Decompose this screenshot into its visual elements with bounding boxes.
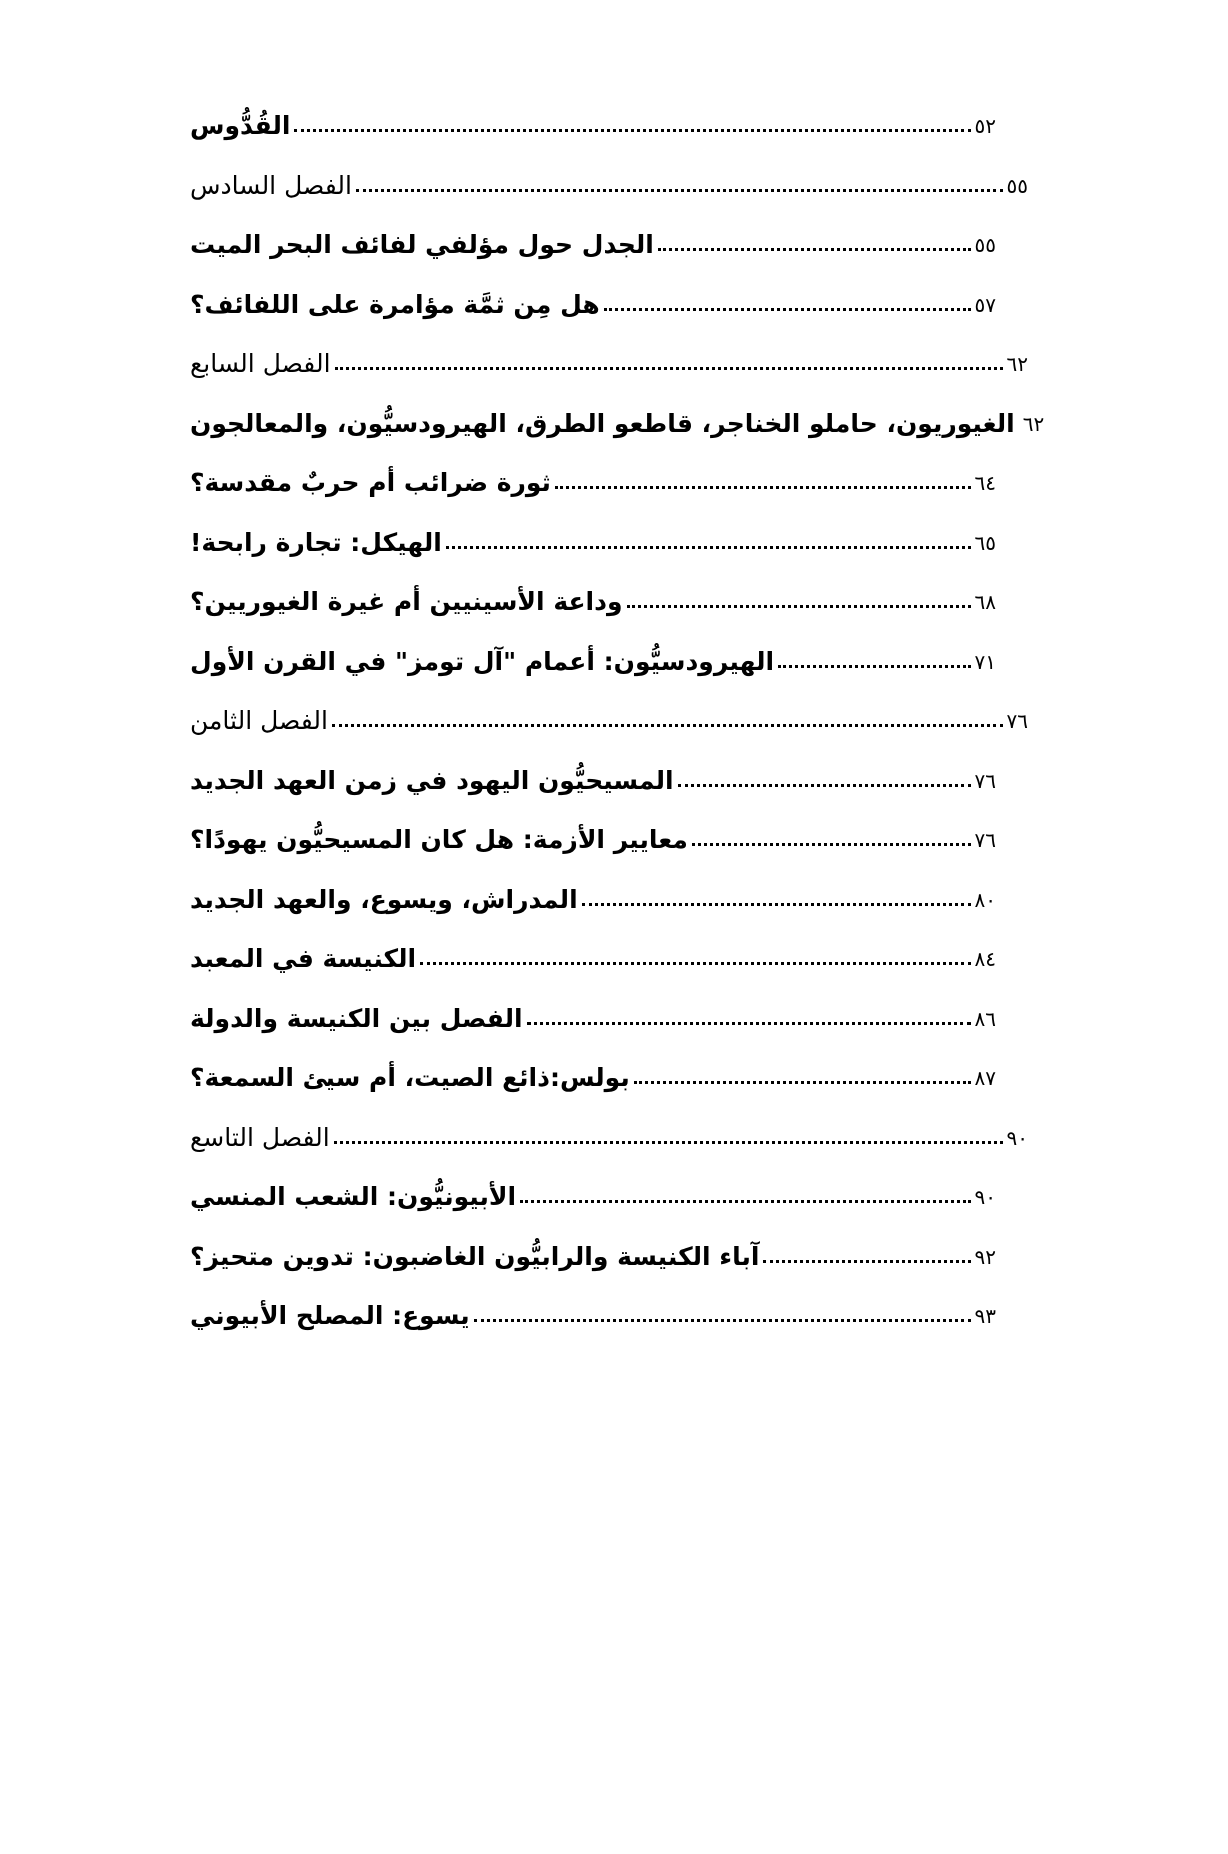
toc-section-entry (190, 576, 996, 620)
toc-page-number: ٦٤ (974, 471, 996, 495)
toc-entry-title: الفصل السادس (190, 170, 352, 200)
toc-chapter-entry (190, 1112, 1028, 1156)
toc-section-entry (190, 279, 996, 323)
toc-entry-title: يسوع: المصلح الأبيوني (190, 1301, 470, 1330)
toc-page-number: ٧٦ (974, 828, 996, 852)
dot-leader (658, 248, 971, 251)
toc-section-entry (190, 457, 996, 501)
toc-page-number: ٦٢ (1022, 411, 1045, 436)
toc-entry-title: معايير الأزمة: هل كان المسيحيُّون يهودًا؟ (190, 825, 688, 854)
dot-leader (520, 1200, 970, 1203)
dot-leader (778, 665, 970, 668)
toc-entry-title: آباء الكنيسة والرابيُّون الغاضبون: تدوين متحيز؟ (190, 1241, 760, 1271)
toc-section-entry (190, 1052, 996, 1096)
toc-page-number: ٥٥ (1006, 173, 1028, 198)
toc-page-number: ٨٠ (974, 887, 996, 912)
toc-page-number: ٨٤ (974, 947, 996, 971)
toc-page-number: ٩٢ (974, 1244, 996, 1269)
dot-leader (582, 903, 971, 906)
toc-section-entry (190, 755, 996, 799)
toc-section-entry (190, 1171, 996, 1215)
dot-leader (627, 605, 971, 608)
toc-entry-title: الهيرودسيُّون: أعمام "آل تومز" في القرن الأول (190, 646, 775, 676)
toc-page-number: ٧٦ (1006, 709, 1028, 733)
toc-page-number: ٦٢ (1006, 352, 1028, 376)
dot-leader (527, 1022, 971, 1025)
toc-page-number: ٨٧ (974, 1066, 996, 1090)
toc-section-entry (190, 993, 996, 1037)
toc-section-entry (190, 517, 996, 561)
toc-page-number: ٦٥ (974, 530, 996, 555)
dot-leader (604, 308, 971, 311)
toc-entry-title: الكنيسة في المعبد (190, 944, 417, 973)
toc-section-entry (190, 100, 996, 144)
toc-entry-title: ثورة ضرائب أم حربٌ مقدسة؟ (190, 468, 551, 497)
toc-chapter-entry (190, 695, 1028, 739)
toc-section-entry (190, 398, 1045, 442)
toc-chapter-entry (190, 160, 1028, 204)
toc-page-number: ٩٠ (974, 1185, 996, 1209)
toc-entry-title: المسيحيُّون اليهود في زمن العهد الجديد (190, 765, 674, 795)
toc-entry-title: الفصل الثامن (190, 706, 328, 735)
dot-leader (356, 189, 1003, 192)
dot-leader (335, 367, 1003, 370)
toc-entry-title: الفصل السابع (190, 349, 331, 378)
toc-section-entry (190, 636, 996, 680)
dot-leader (334, 1141, 1003, 1144)
toc-entry-title: الفصل التاسع (190, 1122, 330, 1152)
toc-entry-title: الهيكل: تجارة رابحة! (190, 527, 442, 557)
dot-leader (555, 486, 971, 489)
toc-page-number: ٥٢ (974, 114, 996, 138)
toc-entry-title: القُدُّوس (190, 111, 291, 140)
dot-leader (692, 843, 971, 846)
toc-section-entry (190, 219, 996, 263)
dot-leader (332, 724, 1003, 727)
toc-entry-title: وداعة الأسينيين أم غيرة الغيوريين؟ (190, 587, 623, 616)
toc-section-entry (190, 814, 996, 858)
toc-page-number: ٥٧ (974, 292, 996, 317)
toc-page-number: ٧١ (974, 649, 996, 674)
dot-leader (294, 129, 970, 132)
toc-chapter-entry (190, 338, 1028, 382)
dot-leader (678, 784, 971, 787)
toc-page-number: ٥٥ (974, 233, 996, 257)
toc-section-entry (190, 1290, 996, 1334)
toc-entry-title: هل مِن ثمَّة مؤامرة على اللفائف؟ (190, 289, 600, 319)
toc-entry-title: بولس:ذائع الصيت، أم سيئ السمعة؟ (190, 1063, 630, 1092)
toc-entry-title: الأبيونيُّون: الشعب المنسي (190, 1182, 517, 1211)
toc-page-number: ٦٨ (974, 590, 996, 614)
toc-page-number: ٨٦ (974, 1006, 996, 1031)
dot-leader (446, 546, 971, 549)
toc-entry-title: المدراش، ويسوع، والعهد الجديد (190, 884, 578, 914)
toc-entry-title: الجدل حول مؤلفي لفائف البحر الميت (190, 230, 654, 259)
toc-page-number: ٧٦ (974, 768, 996, 793)
toc-page-number: ٩٠ (1006, 1125, 1028, 1150)
toc-section-entry (190, 933, 996, 977)
toc-section-entry (190, 874, 996, 918)
toc-entry-title: الفصل بين الكنيسة والدولة (190, 1003, 523, 1033)
toc-section-entry (190, 1231, 996, 1275)
dot-leader (634, 1081, 971, 1084)
dot-leader (763, 1260, 970, 1263)
dot-leader (474, 1319, 971, 1322)
toc-entry-title: الغيوريون، حاملو الخناجر، قاطعو الطرق، الهيرودسيُّون، والمعالجون (190, 408, 1015, 438)
dot-leader (420, 962, 970, 965)
toc-page-number: ٩٣ (974, 1304, 996, 1328)
